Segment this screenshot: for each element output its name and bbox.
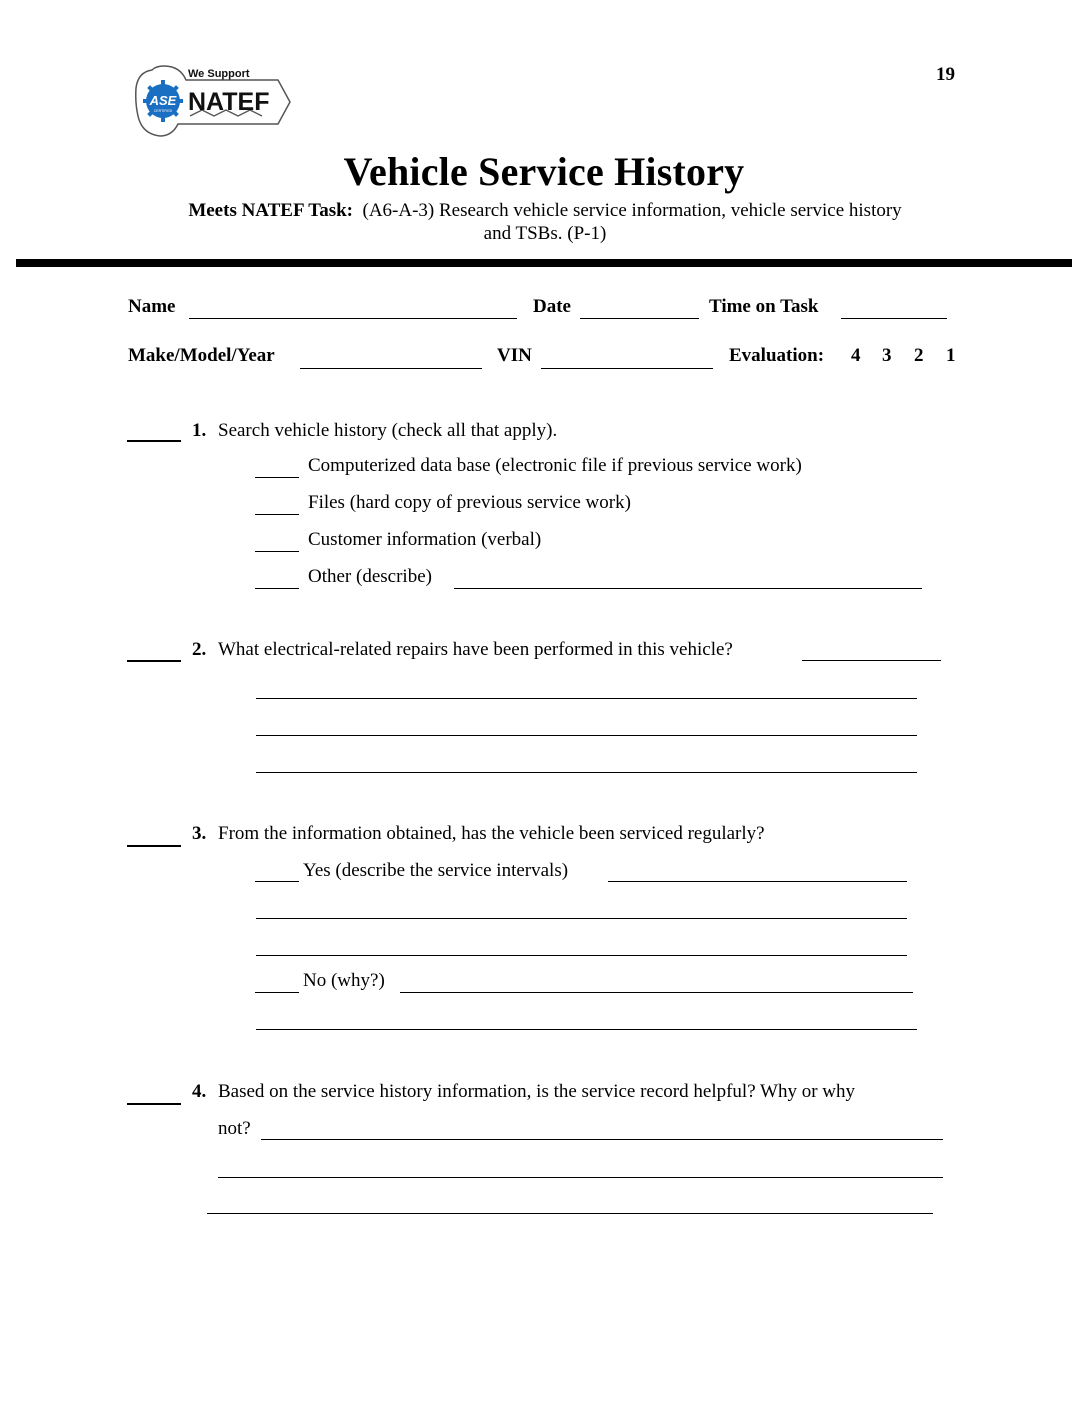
- svg-text:We Support: We Support: [188, 68, 250, 80]
- vin-label: VIN: [497, 345, 532, 366]
- evaluation-score-4[interactable]: 4: [851, 345, 861, 366]
- q2-answer-line-3[interactable]: [256, 735, 917, 736]
- make-model-year-label: Make/Model/Year: [128, 345, 275, 366]
- q1-option-2-label: Files (hard copy of previous service work): [308, 492, 631, 513]
- date-label: Date: [533, 296, 571, 317]
- q1-option-1-checkbox[interactable]: [255, 477, 299, 478]
- q2-score-blank[interactable]: [127, 660, 181, 662]
- q3-number: 3.: [192, 823, 207, 844]
- svg-text:ASE: ASE: [149, 93, 177, 108]
- q1-option-3-checkbox[interactable]: [255, 551, 299, 552]
- evaluation-label: Evaluation:: [729, 345, 825, 366]
- q1-option-1-label: Computerized data base (electronic file if previous service work): [308, 455, 802, 476]
- svg-text:CERTIFIED: CERTIFIED: [153, 109, 173, 113]
- q3-yes-label: Yes (describe the service intervals): [303, 860, 569, 881]
- header-divider: [16, 259, 1072, 267]
- q1-option-4-label: Other (describe): [308, 566, 432, 587]
- time-on-task-label: Time on Task: [709, 296, 819, 317]
- q2-answer-line-4[interactable]: [256, 772, 917, 773]
- q1-text: Search vehicle history (check all that apply).: [218, 420, 558, 441]
- time-on-task-field[interactable]: [841, 318, 947, 319]
- evaluation-score-2[interactable]: 2: [914, 345, 924, 366]
- natef-key-logo-icon: [130, 58, 295, 148]
- name-label: Name: [128, 296, 176, 317]
- q1-option-2-checkbox[interactable]: [255, 514, 299, 515]
- q3-yes-checkbox[interactable]: [255, 881, 299, 882]
- q1-number: 1.: [192, 420, 207, 441]
- vin-field[interactable]: [541, 368, 713, 369]
- q3-yes-answer-line-2[interactable]: [256, 918, 907, 919]
- task-text: (A6-A-3) Research vehicle service information, vehicle service history: [362, 200, 902, 221]
- q1-option-4-checkbox[interactable]: [255, 588, 299, 589]
- q3-text: From the information obtained, has the vehicle been serviced regularly?: [218, 823, 765, 844]
- q2-number: 2.: [192, 639, 207, 660]
- q3-score-blank[interactable]: [127, 845, 181, 847]
- task-description: [130, 199, 960, 245]
- q1-score-blank[interactable]: [127, 440, 181, 442]
- q4-number: 4.: [192, 1081, 207, 1102]
- q1-option-3-label: Customer information (verbal): [308, 529, 542, 550]
- q4-answer-line-1[interactable]: [261, 1139, 943, 1140]
- make-model-year-field[interactable]: [300, 368, 482, 369]
- evaluation-score-3[interactable]: 3: [882, 345, 892, 366]
- q3-no-checkbox[interactable]: [255, 992, 299, 993]
- q3-no-answer-line-2[interactable]: [256, 1029, 917, 1030]
- q4-text-line2: not?: [218, 1118, 251, 1139]
- q2-answer-line-2[interactable]: [256, 698, 917, 699]
- q2-answer-line-1[interactable]: [802, 660, 941, 661]
- name-field[interactable]: [189, 318, 517, 319]
- evaluation-score-1[interactable]: 1: [946, 345, 956, 366]
- q3-no-answer-line-1[interactable]: [400, 992, 913, 993]
- q1-other-describe-field[interactable]: [454, 588, 922, 589]
- page-number: 19: [936, 64, 955, 85]
- q4-text: Based on the service history information, is the service record helpful? Why or why: [218, 1081, 856, 1102]
- q3-yes-answer-line-3[interactable]: [256, 955, 907, 956]
- page-title: Vehicle Service History: [343, 149, 745, 194]
- q3-yes-answer-line-1[interactable]: [608, 881, 907, 882]
- q4-answer-line-2[interactable]: [218, 1177, 943, 1178]
- q3-no-label: No (why?): [303, 970, 385, 991]
- q4-score-blank[interactable]: [127, 1103, 181, 1105]
- q2-text: What electrical-related repairs have been performed in this vehicle?: [218, 639, 733, 660]
- svg-text:NATEF: NATEF: [188, 88, 270, 116]
- date-field[interactable]: [580, 318, 699, 319]
- task-label: Meets NATEF Task:: [188, 200, 353, 221]
- q4-answer-line-3[interactable]: [207, 1213, 933, 1214]
- task-text-line2: and TSBs. (P-1): [483, 223, 607, 244]
